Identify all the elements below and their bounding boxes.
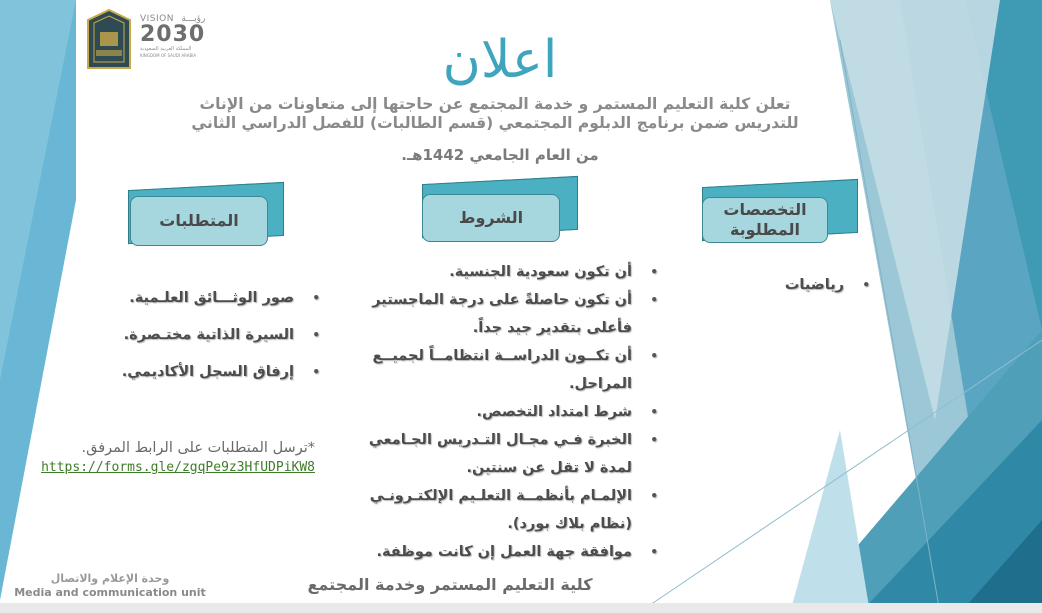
list-item: • صور الوثـــائق العلـمية. — [90, 288, 294, 308]
intro-line-3: من العام الجامعي 1442هـ. — [401, 146, 599, 164]
page-title: اعلان — [442, 30, 558, 90]
conditions-label: الشروط — [422, 194, 560, 242]
intro-text — [170, 95, 820, 133]
list-item: • الإلمـام بأنظمــة التعلـيم الإلكتـرونـي (نظام بلاك بورد). — [348, 482, 632, 538]
list-item: • أن تكــون الدراســة انتظامــاً لجميــع المراحل. — [348, 342, 632, 398]
list-item: • الخبرة فـي مجـال التـدريس الجـامعي لمدة لا تقل عن سنتين. — [348, 426, 632, 482]
intro-line-2: للتدريس ضمن برنامج الدبلوم المجتمعي (قسم الطالبات) للفصل الدراسي الثاني — [191, 114, 799, 132]
media-unit-label — [10, 572, 210, 600]
specialties-label: التخصصات المطلوبة — [702, 197, 828, 243]
list-item: • شرط امتداد التخصص. — [348, 398, 632, 426]
media-unit-ar: وحدة الإعلام والاتصال — [50, 572, 170, 585]
list-item: • رياضيات — [760, 275, 844, 295]
list-item: • إرفاق السجل الأكاديمي. — [90, 362, 294, 382]
requirements-header — [128, 178, 288, 248]
list-item: • السيرة الذاتية مختـصرة. — [90, 325, 294, 345]
right-facet-7 — [790, 430, 870, 613]
bottom-bar — [0, 603, 1042, 613]
vision-2030-logo — [140, 14, 210, 64]
vision-sub-en: KINGDOM OF SAUDI ARABIA — [140, 53, 197, 58]
list-item: • موافقة جهة العمل إن كانت موظفة. — [348, 538, 632, 566]
intro-line-1: تعلن كلية التعليم المستمر و خدمة المجتمع عن حاجتها إلى متعاونات من الإناث — [199, 95, 791, 113]
note-text: *ترسل المتطلبات على الرابط المرفق. — [81, 440, 315, 456]
vision-label: VISION — [140, 14, 174, 24]
vision-year: 2030 — [140, 22, 206, 47]
form-link[interactable]: https://forms.gle/zgqPe9z3HfUDPiKW8 — [41, 460, 315, 475]
conditions-header — [420, 172, 580, 244]
submission-note — [30, 440, 315, 475]
college-footer: كلية التعليم المستمر وخدمة المجتمع — [307, 575, 593, 594]
university-logo — [86, 8, 132, 70]
media-unit-en: Media and communication unit — [14, 586, 206, 599]
requirements-list — [90, 288, 320, 382]
conditions-list — [348, 258, 658, 566]
specialties-list — [760, 275, 870, 295]
list-item: • أن تكون سعودية الجنسية. — [348, 258, 632, 286]
list-item: • أن تكون حاصلةً على درجة الماجستير فأعلى بتقدير جيد جداً. — [348, 286, 632, 342]
vision-arabic: رؤيـــة — [181, 14, 206, 24]
vision-sub-ar: المملكة العربية السعودية — [140, 46, 192, 52]
requirements-label: المتطلبات — [130, 196, 268, 246]
specialties-header — [700, 175, 860, 247]
